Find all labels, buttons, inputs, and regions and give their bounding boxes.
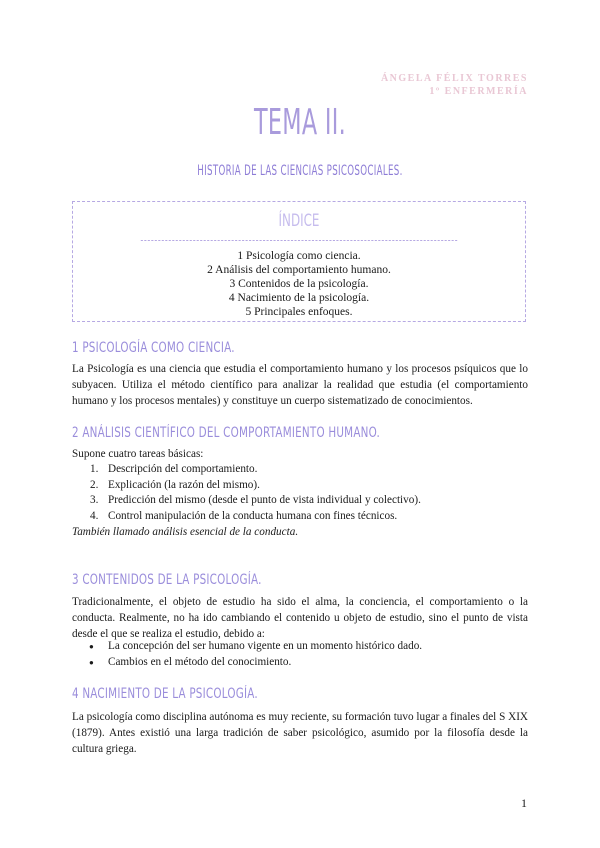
author-name: ÁNGELA FÉLIX TORRES (380, 73, 528, 84)
list-item (72, 509, 528, 525)
section-2-note: También llamado análisis esencial de la conducta. (72, 526, 299, 538)
author-course: 1º ENFERMERÍA (429, 86, 528, 97)
section-1-paragraph: La Psicología es una ciencia que estudia el comportamiento humano y los procesos psíquicos que lo subyacen. Utiliza el método científico para analizar la realidad que estudia (el comportamiento humano y los procesos mentales) y constituye un cuerpo sistematizado de conocimientos. (72, 363, 528, 407)
section-2-intro: Supone cuatro tareas básicas: (72, 448, 204, 460)
list-text: Predicción del mismo (desde el punto de vista individual y colectivo). (108, 494, 421, 506)
list-text: Descripción del comportamiento. (108, 463, 258, 475)
section-1-title: 1 PSICOLOGÍA COMO CIENCIA. (72, 340, 235, 356)
section-3-paragraph: Tradicionalmente, el objeto de estudio ha sido el alma, la conciencia, el comportamiento o la conducta. Realmente, no ha ido cambiando el contenido u objeto de estudio, sino el punto de vista desde el que se realiza el estudio, debido a: (72, 596, 528, 640)
list-text: Explicación (la razón del mismo). (108, 478, 260, 491)
list-item (72, 639, 528, 655)
index-item: 5 Principales enfoques. (245, 306, 353, 318)
section-4-paragraph: La psicología como disciplina autónoma es muy reciente, su formación tuvo lugar a finales del S XIX (1879). Antes existió una larga tradición de saber psicológico, asumido por la filosofía desde la cultura griega. (72, 711, 528, 755)
page-title: TEMA II. (253, 102, 347, 143)
index-item: 3 Contenidos de la psicología. (229, 278, 369, 290)
list-item (72, 462, 528, 478)
list-number: 3. (90, 494, 99, 506)
list-number: 2. (90, 478, 99, 491)
index-item: 2 Análisis del comportamiento humano. (207, 264, 391, 276)
section-3-bullets (72, 639, 528, 670)
index-list (73, 241, 525, 319)
list-number: 4. (90, 509, 99, 522)
page-subtitle: HISTORIA DE LAS CIENCIAS PSICOSOCIALES. (197, 163, 403, 179)
list-item (72, 655, 528, 671)
index-box (72, 201, 526, 322)
section-4-title: 4 NACIMIENTO DE LA PSICOLOGÍA. (72, 686, 258, 702)
author-header (381, 72, 528, 98)
section-3-title: 3 CONTENIDOS DE LA PSICOLOGÍA. (72, 572, 262, 588)
list-item (72, 493, 528, 509)
page-number: 1 (521, 796, 527, 810)
list-item (72, 478, 528, 494)
list-text: La concepción del ser humano vigente en un momento histórico dado. (108, 640, 423, 652)
list-number: 1. (90, 463, 99, 475)
bullet-icon: ● (89, 642, 94, 651)
bullet-icon: ● (89, 657, 94, 667)
index-title: ÍNDICE (141, 202, 457, 241)
index-item: 1 Psicología como ciencia. (237, 250, 361, 262)
index-item: 4 Nacimiento de la psicología. (228, 292, 370, 304)
list-text: Control manipulación de la conducta humana con fines técnicos. (108, 509, 398, 522)
list-text: Cambios en el método del conocimiento. (108, 655, 292, 668)
section-2-title: 2 ANÁLISIS CIENTÍFICO DEL COMPORTAMIENTO HUMANO. (72, 425, 381, 441)
section-2-list (72, 462, 528, 524)
